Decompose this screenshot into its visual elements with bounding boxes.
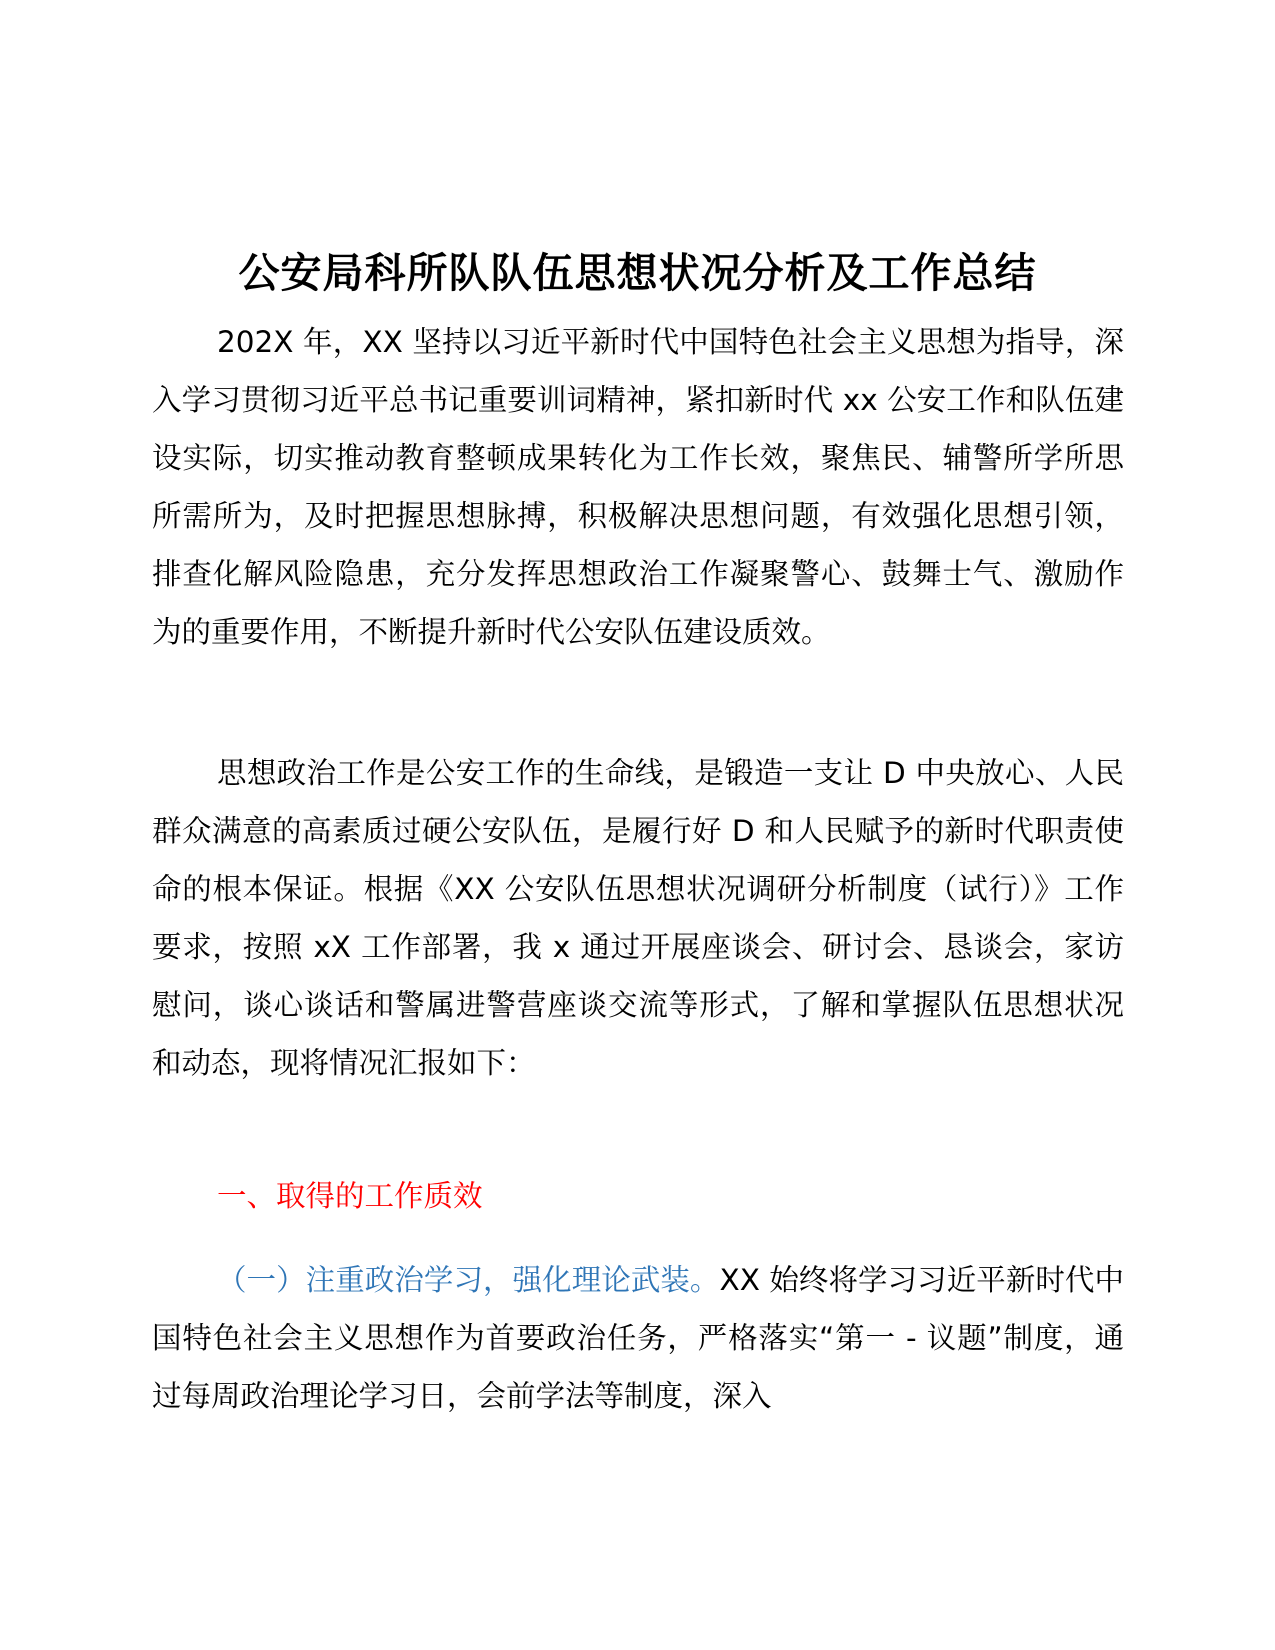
document-title: 公安局科所队队伍思想状况分析及工作总结 — [238, 249, 1037, 298]
subsection-paragraph — [152, 1251, 1124, 1425]
subsection-heading: （一）注重政治学习，强化理论武装。 — [217, 1263, 720, 1297]
subsection-text: XX 始终将学习习近平新时代中国特色社会主义思想作为首要政治任务，严格落实“第一 - 议题”制度，通过每周政治理论学习日，会前学法等制度，深入 — [152, 1263, 1124, 1413]
background-paragraph: 思想政治工作是公安工作的生命线，是锻造一支让 D 中央放心、人民群众满意的高素质过硬公安队伍，是履行好 D 和人民赋予的新时代职责使命的根本保证。根据《XX 公安队伍思想状况调研分析制度（试行）》工作要求，按照 xX 工作部署，我 x 通过开展座谈会、研讨会、恳谈会，家访慰问，谈心谈话和警属进警营座谈交流等形式，了解和掌握队伍思想状况和动态，现将情况汇报如下： — [152, 756, 1124, 1080]
section-heading: 一、取得的工作质效 — [217, 1179, 483, 1213]
intro-paragraph: 202X 年，XX 坚持以习近平新时代中国特色社会主义思想为指导，深入学习贯彻习近平总书记重要训词精神，紧扣新时代 xx 公安工作和队伍建设实际，切实推动教育整顿成果转化为工作长效，聚焦民、辅警所学所思所需所为，及时把握思想脉搏，积极解决思想问题，有效强化思想引领，排查化解风险隐患，充分发挥思想政治工作凝聚警心、鼓舞士气、激励作为的重要作用，不断提升新时代公安队伍建设质效。 — [152, 325, 1124, 649]
